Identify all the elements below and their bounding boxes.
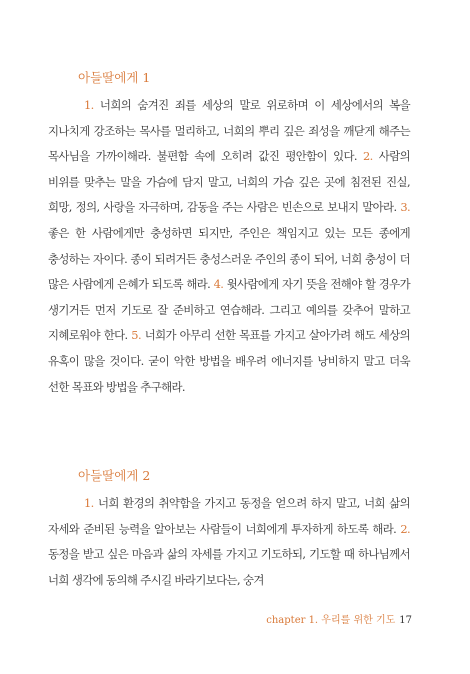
item-text: 너희의 숨겨진 죄를 세상의 말로 위로하며 이 세상에서의 복을 지나치게 강조하는 목사를 멀리하고, 너희의 뿌리 깊은 죄성을 깨닫게 해주는 목사님을 가까이해라. 불편함 속에 오히려 값진 평안함이 있다. xyxy=(48,98,410,164)
item-number: 1. xyxy=(84,98,94,112)
item-number: 1. xyxy=(84,496,94,510)
section-title: 아들딸에게 2 xyxy=(78,468,151,483)
item-number: 4. xyxy=(213,277,224,292)
page-number: 17 xyxy=(399,615,412,626)
chapter-label: chapter 1. 우리를 위한 기도 xyxy=(266,615,396,626)
item-number: 3. xyxy=(400,200,410,215)
item-text: 너희 환경의 취약함을 가지고 동정을 얻으려 하지 말고, 너희 삶의 자세와 준비된 능력을 알아보는 사람들이 너희에게 투자하게 하도록 해라. xyxy=(48,496,410,536)
page-footer xyxy=(266,614,412,628)
item-text: 윗사람에게 자기 뜻을 전해야 할 경우가 생기거든 먼저 기도로 잘 준비하고 연습해라. 그리고 예의를 갖추어 말하고 지혜로워야 한다. xyxy=(48,277,410,343)
section-title: 아들딸에게 1 xyxy=(78,70,151,85)
item-text: 너희가 아무리 선한 목표를 가지고 살아가려 해도 세상의 유혹이 많을 것이다. 굳이 악한 방법을 배우려 에너지를 낭비하지 말고 더욱 선한 목표와 방법을 추구해라. xyxy=(48,328,411,394)
item-text: 사람의 비위를 맞추는 말을 가슴에 담지 말고, 너희의 가슴 깊은 곳에 침전된 진실, 희망, 정의, 사랑을 자극하며, 감동을 주는 사람은 빈손으로 보내지 말아라. xyxy=(48,149,411,215)
item-text: 동정을 받고 싶은 마음과 삶의 자세를 가지고 기도하되, 기도할 때 하나님께서 너희 생각에 동의해 주시길 바라기보다는, 숭겨 xyxy=(48,547,410,587)
section-body xyxy=(48,491,410,593)
section-2 xyxy=(48,466,410,593)
item-number: 2. xyxy=(400,521,410,536)
item-number: 5. xyxy=(131,328,141,343)
section-body xyxy=(48,93,410,400)
item-number: 2. xyxy=(363,149,373,164)
section-1 xyxy=(48,68,410,400)
item-text: 좋은 한 사람에게만 충성하면 되지만, 주인은 책임지고 있는 모든 종에게 충성하는 자이다. 종이 되려거든 충성스러운 주인의 종이 되어, 너희 충성이 더 많은 사람에게 은혜가 되도록 해라. xyxy=(48,225,410,292)
